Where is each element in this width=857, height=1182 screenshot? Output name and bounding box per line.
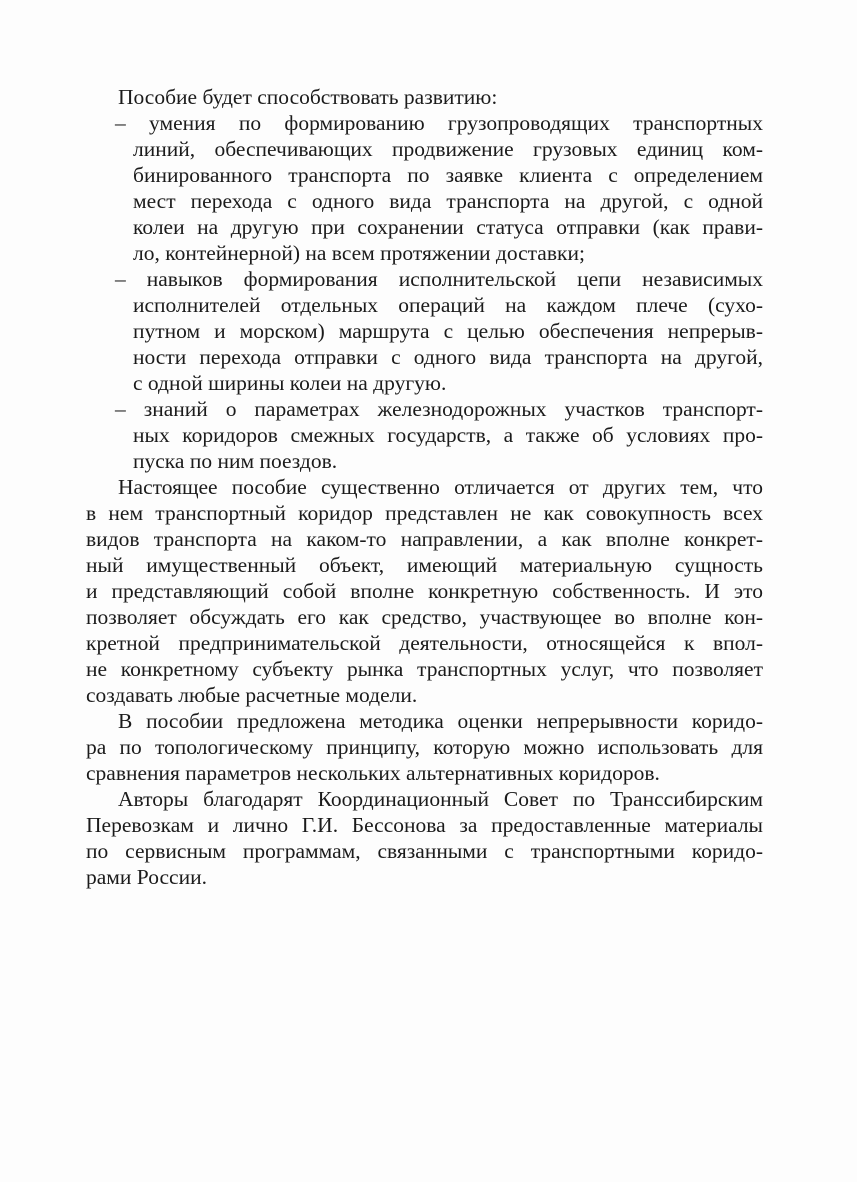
bullet-item-2: [86, 266, 763, 396]
text-line: Настоящее пособие существенно отличается от других тем, что: [118, 475, 763, 499]
text-line: кретной предпринимательской деятельности, относящейся к впол-: [86, 631, 763, 655]
text-line: мест перехода с одного вида транспорта на другой, с одной: [133, 189, 763, 213]
text-line: Пособие будет способствовать развитию:: [118, 85, 498, 109]
text-line: ных коридоров смежных государств, а также об условиях про-: [133, 423, 763, 447]
text-line: ности перехода отправки с одного вида транспорта на другой,: [133, 345, 763, 369]
text-line: Авторы благодарят Координационный Совет по Транссибирским: [118, 787, 763, 811]
paragraph-2: [86, 474, 763, 708]
text-line: колеи на другую при сохранении статуса отправки (как прави-: [133, 215, 763, 239]
text-line: исполнителей отдельных операций на каждом плече (сухо-: [133, 293, 763, 317]
text-line: линий, обеспечивающих продвижение грузовых единиц ком-: [133, 137, 763, 161]
text-line: рами России.: [86, 865, 207, 889]
text-line: создавать любые расчетные модели.: [86, 683, 418, 707]
text-line: пуска по ним поездов.: [133, 449, 338, 473]
text-line: позволяет обсуждать его как средство, участвующее во вполне кон-: [86, 605, 763, 629]
text-line: – умения по формированию грузопроводящих транспортных: [115, 111, 763, 135]
text-line: ра по топологическому принципу, которую можно использовать для: [86, 735, 763, 759]
text-block: [86, 84, 763, 890]
text-line: В пособии предложена методика оценки непрерывности коридо-: [118, 709, 763, 733]
text-line: ло, контейнерной) на всем протяжении доставки;: [133, 241, 585, 265]
paragraph-4: [86, 786, 763, 890]
paragraph-3: [86, 708, 763, 786]
text-line: путном и морском) маршрута с целью обеспечения непрерыв-: [133, 319, 763, 343]
text-line: бинированного транспорта по заявке клиента с определением: [133, 163, 763, 187]
text-line: по сервисным программам, связанными с транспортными коридо-: [86, 839, 763, 863]
bullet-item-3: [86, 396, 763, 474]
bullet-item-1: [86, 110, 763, 266]
text-line: – навыков формирования исполнительской цепи независимых: [115, 267, 763, 291]
text-line: с одной ширины колеи на другую.: [133, 371, 447, 395]
text-line: Перевозкам и лично Г.И. Бессонова за предоставленные материалы: [86, 813, 763, 837]
text-line: видов транспорта на каком-то направлении, а как вполне конкрет-: [86, 527, 763, 551]
text-line: – знаний о параметрах железнодорожных участков транспорт-: [115, 397, 763, 421]
text-line: и представляющий собой вполне конкретную собственность. И это: [86, 579, 763, 603]
paragraph-intro: [86, 84, 763, 110]
text-line: ный имущественный объект, имеющий материальную сущность: [86, 553, 763, 577]
text-line: в нем транспортный коридор представлен не как совокупность всех: [86, 501, 763, 525]
text-line: не конкретному субъекту рынка транспортных услуг, что позволяет: [86, 657, 763, 681]
text-line: сравнения параметров нескольких альтернативных коридоров.: [86, 761, 660, 785]
